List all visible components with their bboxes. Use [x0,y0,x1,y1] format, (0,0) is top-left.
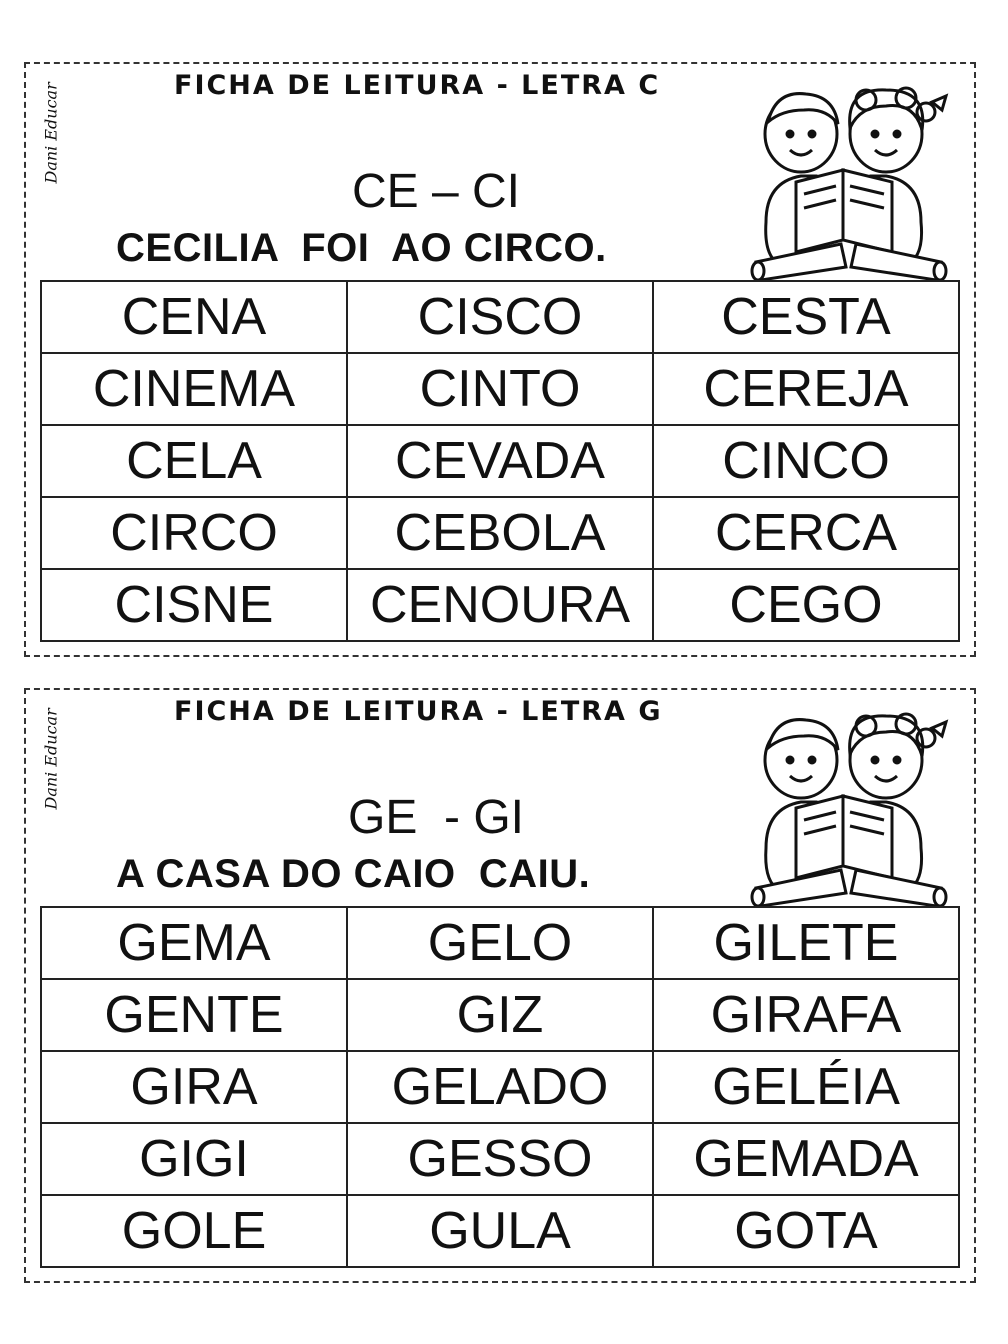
word-cell: GILETE [653,907,959,979]
word-cell: CISNE [41,569,347,641]
word-cell: CERCA [653,497,959,569]
table-row [41,353,959,425]
word-cell: CENOURA [347,569,653,641]
table-row [41,281,959,353]
sentence: A CASA DO CAIO CAIU. [116,852,591,896]
sentence: CECILIA FOI AO CIRCO. [116,226,607,270]
word-cell: CINTO [347,353,653,425]
table-row [41,1123,959,1195]
syllables: GE - GI [347,791,524,844]
word-cell: GEMADA [653,1123,959,1195]
word-cell: CINCO [653,425,959,497]
reading-sheet-letter-g [24,688,976,1283]
word-cell: CEREJA [653,353,959,425]
word-cell: CEGO [653,569,959,641]
reading-sheet-letter-c [24,62,976,657]
word-cell: GIZ [347,979,653,1051]
author-signature: Dani Educar [41,82,61,184]
word-cell: GEMA [41,907,347,979]
word-table [40,906,960,1268]
word-cell: GOTA [653,1195,959,1267]
sheet-title: FICHA DE LEITURA - LETRA C [174,70,661,101]
kids-reading-illustration-icon [746,72,956,282]
syllables: CE – CI [351,165,521,218]
word-cell: GIRAFA [653,979,959,1051]
word-cell: GESSO [347,1123,653,1195]
word-cell: GELADO [347,1051,653,1123]
table-row [41,907,959,979]
word-cell: CIRCO [41,497,347,569]
word-cell: CENA [41,281,347,353]
word-cell: CINEMA [41,353,347,425]
table-row [41,1195,959,1267]
word-cell: GENTE [41,979,347,1051]
word-cell: GOLE [41,1195,347,1267]
word-cell: CELA [41,425,347,497]
word-cell: CISCO [347,281,653,353]
word-cell: GIGI [41,1123,347,1195]
word-cell: CEVADA [347,425,653,497]
word-table [40,280,960,642]
table-row [41,1051,959,1123]
table-row [41,425,959,497]
sheet-title: FICHA DE LEITURA - LETRA G [174,696,663,727]
word-cell: GIRA [41,1051,347,1123]
word-cell: GELO [347,907,653,979]
table-row [41,979,959,1051]
kids-reading-illustration-icon [746,698,956,908]
word-cell: CEBOLA [347,497,653,569]
author-signature: Dani Educar [41,708,61,810]
table-row [41,569,959,641]
table-row [41,497,959,569]
word-cell: CESTA [653,281,959,353]
word-cell: GELÉIA [653,1051,959,1123]
word-cell: GULA [347,1195,653,1267]
